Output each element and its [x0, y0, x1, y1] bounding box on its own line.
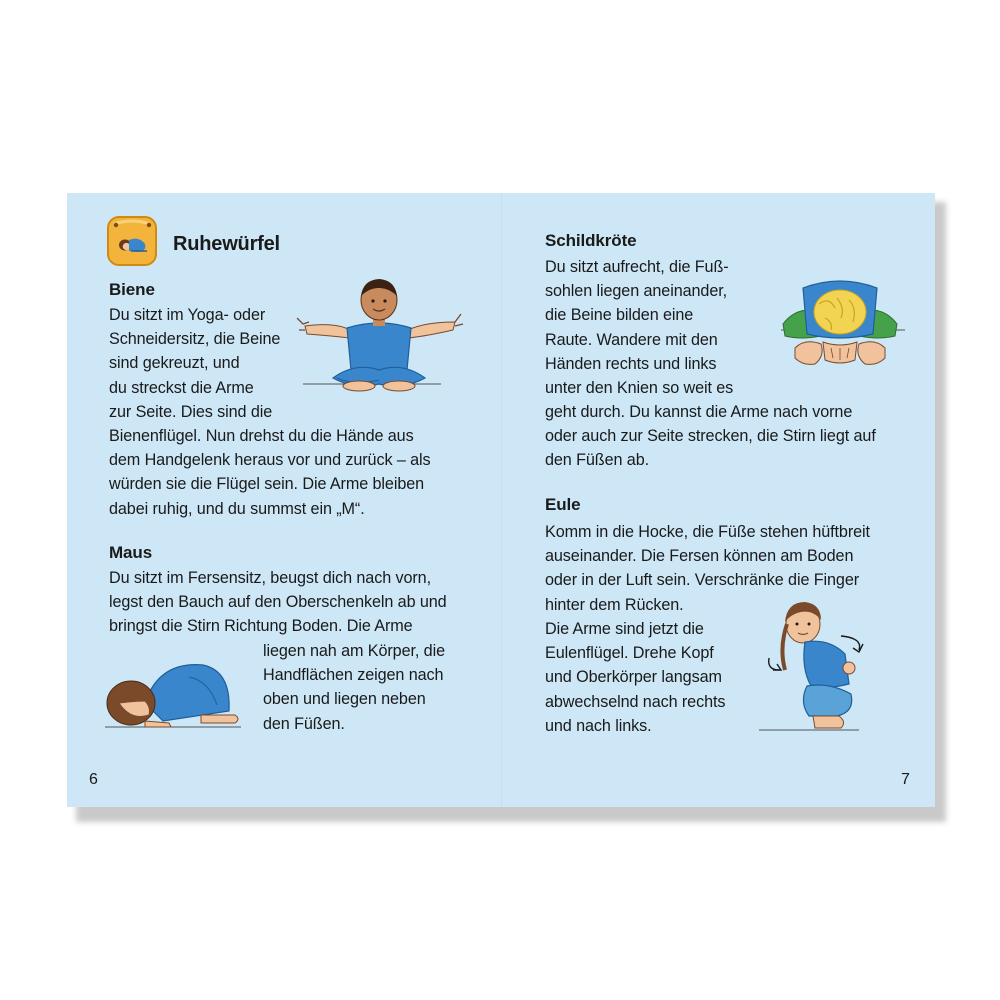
- section-heading-maus: Maus: [109, 543, 153, 562]
- section-text-schildkroete-top: Du sitzt aufrecht, die Fuß- sohlen liegen aneinander, die Beine bilden eine Raute. Wandere mit den Händen rechts und links unter den Knien so weit es: [545, 258, 734, 398]
- page-number-left: 6: [89, 771, 98, 788]
- page-number-right: 7: [901, 771, 910, 788]
- section-text-maus-bottom: liegen nah am Körper, die Handflächen zeigen nach oben und liegen neben den Füßen.: [263, 642, 445, 733]
- child-turtle-pose-illustration: [775, 278, 905, 378]
- section-text-biene-top: Du sitzt im Yoga- oder Schneidersitz, die Beine sind gekreuzt, und du streckst die Arme zur Seite. Dies sind die: [109, 306, 281, 421]
- section-text-maus-top: Du sitzt im Fersensitz, beugst dich nach vorn, legst den Bauch auf den Oberschenkeln ab und bringst die Stirn Richtung Boden. Die Arme: [109, 569, 447, 636]
- die-with-resting-child-icon: [105, 214, 159, 268]
- child-mouse-pose-illustration: [105, 655, 255, 730]
- page-title: Ruhewürfel: [173, 233, 280, 255]
- section-heading-schildkroete: Schildkröte: [545, 231, 637, 250]
- book-spine: [501, 193, 502, 807]
- section-heading-biene: Biene: [109, 280, 155, 299]
- section-text-eule-bottom: Die Arme sind jetzt die Eulenflügel. Drehe Kopf und Oberkörper langsam abwechselnd nach rechts und nach links.: [545, 620, 726, 735]
- section-text-schildkroete-bottom: geht durch. Du kannst die Arme nach vorne oder auch zur Seite strecken, die Stirn liegt auf den Füßen ab.: [545, 403, 876, 470]
- child-bee-pose-illustration: [295, 278, 465, 408]
- section-text-eule-top: Komm in die Hocke, die Füße stehen hüftbreit auseinander. Die Fersen können am Boden oder in der Luft sein. Verschränke die Finger hinter dem Rücken.: [545, 523, 870, 614]
- section-text-biene-bottom: Bienenflügel. Nun drehst du die Hände aus dem Handgelenk heraus vor und zurück – als würden sie die Flügel sein. Die Arme bleiben dabei ruhig, und du summst ein „M“.: [109, 427, 431, 518]
- section-heading-eule: Eule: [545, 495, 581, 514]
- book-spread: [67, 193, 935, 807]
- child-owl-pose-illustration: [759, 598, 889, 738]
